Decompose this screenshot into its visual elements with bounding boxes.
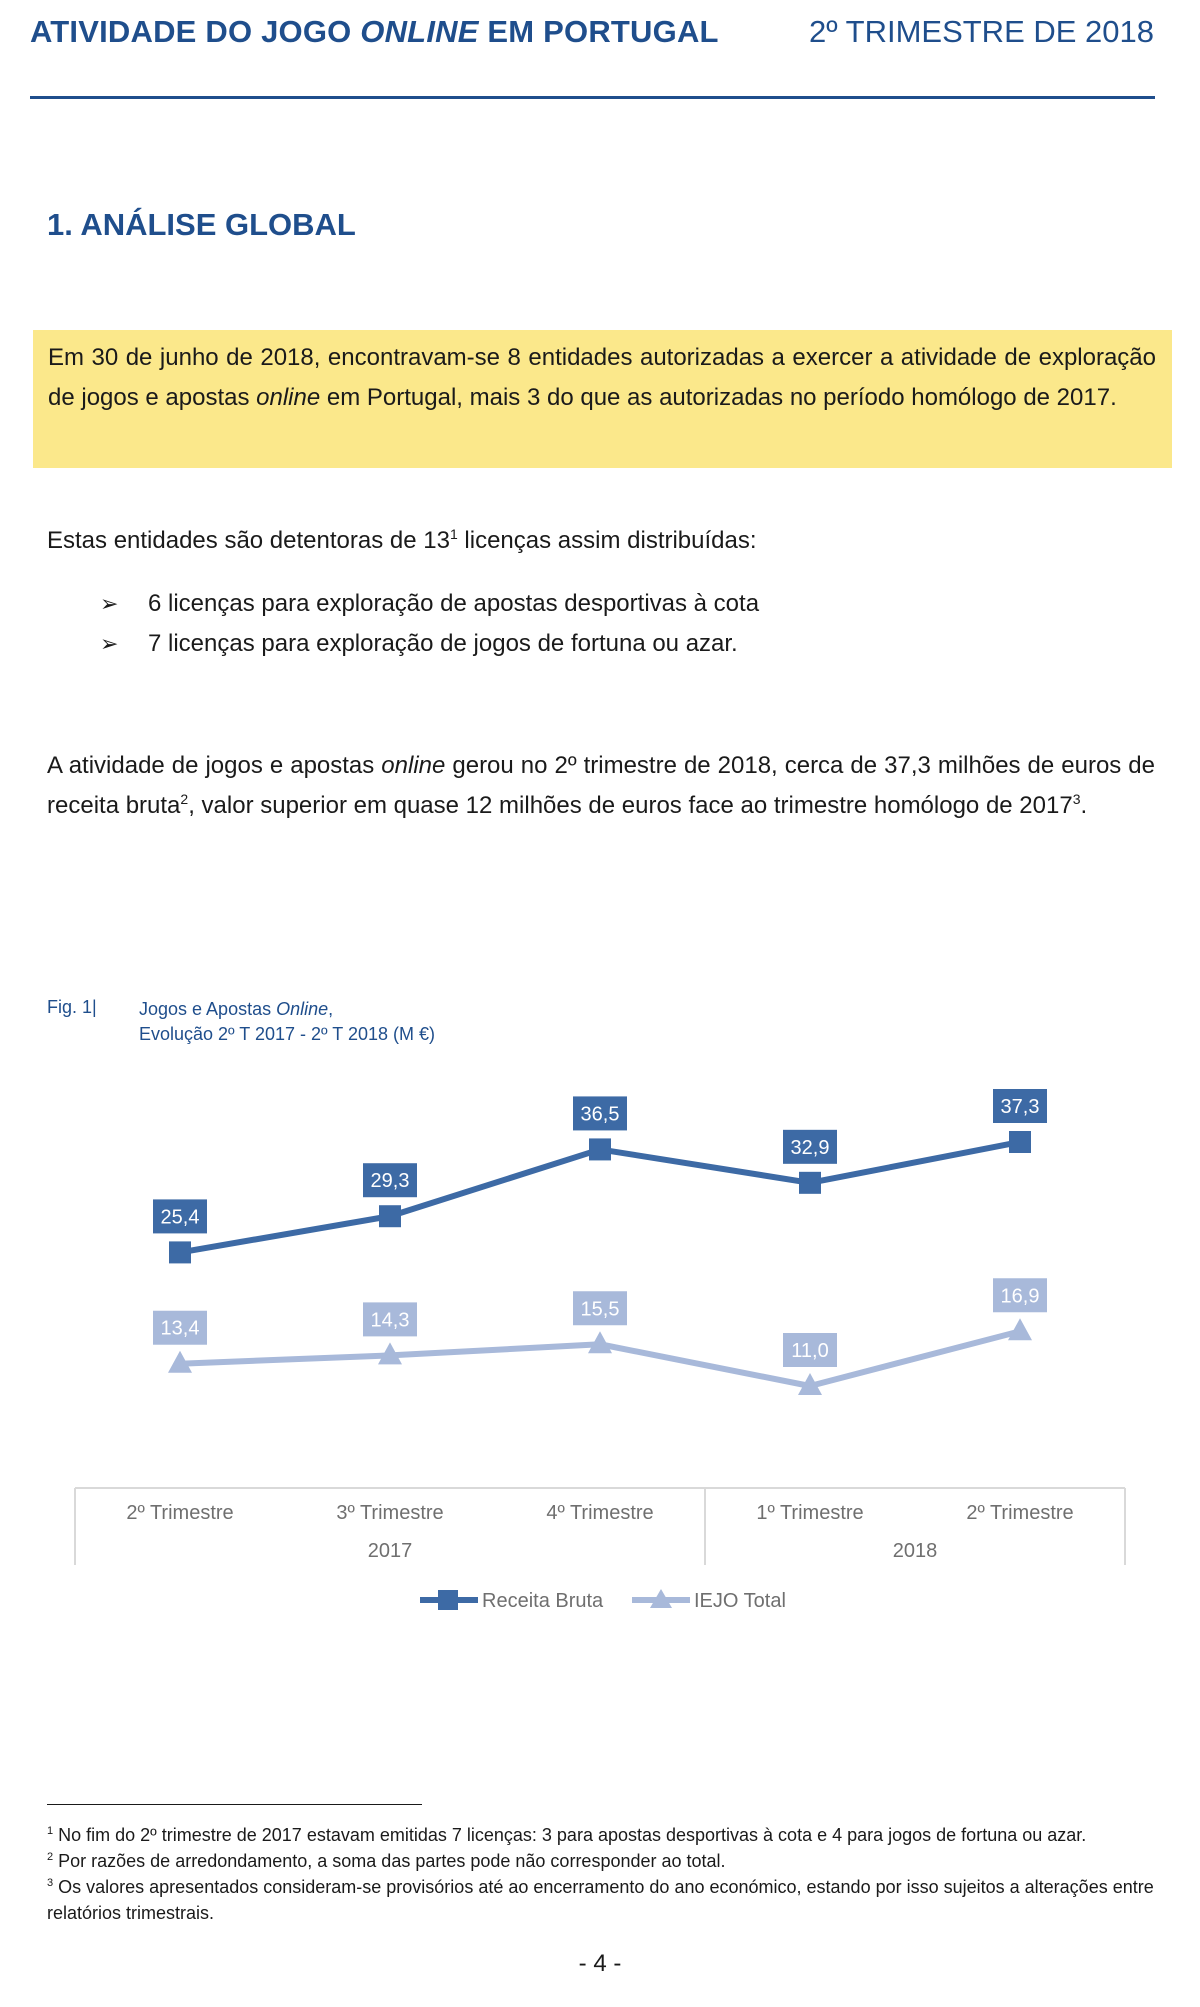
header-rule xyxy=(30,96,1155,99)
data-point-marker xyxy=(1009,1131,1031,1153)
data-label: 29,3 xyxy=(370,1170,410,1193)
footnote-item xyxy=(47,1874,1157,1926)
footnote-rule xyxy=(47,1804,422,1805)
list-item-text: 6 licenças para exploração de apostas desportivas à cota xyxy=(148,590,760,617)
para2-text-4: . xyxy=(1080,792,1088,819)
document-header-period: 2º TRIMESTRE DE 2018 xyxy=(809,14,1154,49)
data-point-marker xyxy=(799,1172,821,1194)
para2-text-2: gerou no 2º trimestre de 2018, cerca de 37,3 milhões de euros de receita bruta xyxy=(47,752,1155,819)
arrow-bullet-icon: ➢ xyxy=(100,591,119,616)
licenses-list xyxy=(100,584,759,664)
footnote-text: Os valores apresentados consideram-se provisórios até ao encerramento do ano económico, estando por isso sujeitos a alterações entre relatórios trimestrais. xyxy=(47,1877,1154,1923)
footnote-ref-3: 3 xyxy=(1072,791,1081,807)
licenses-intro xyxy=(47,527,757,555)
list-item xyxy=(100,584,759,624)
footnotes xyxy=(47,1822,1157,1926)
data-label: 16,9 xyxy=(1000,1285,1040,1308)
footnote-text: Por razões de arredondamento, a soma das partes pode não corresponder ao total. xyxy=(53,1851,726,1871)
data-label: 13,4 xyxy=(160,1317,200,1340)
header-title-part1: ATIVIDADE DO JOGO xyxy=(30,14,361,49)
axis-tick-label: 2º Trimestre xyxy=(126,1502,234,1524)
highlight-paragraph xyxy=(48,338,1156,418)
list-item-text: 7 licenças para exploração de jogos de fortuna ou azar. xyxy=(148,630,738,657)
revenue-line-chart xyxy=(0,1060,1200,1640)
highlight-text-1: Em 30 de junho de 2018, encontravam-se 8 entidades autorizadas a exercer a atividade de exploração de jogos e apostas xyxy=(48,344,1156,411)
axis-group-label: 2018 xyxy=(892,1540,938,1562)
para2-text-1: A atividade de jogos e apostas xyxy=(47,752,382,779)
header-title-italic: ONLINE xyxy=(360,14,479,49)
section-title: 1. ANÁLISE GLOBAL xyxy=(47,207,356,242)
data-label: 25,4 xyxy=(160,1206,200,1229)
footnote-item xyxy=(47,1822,1157,1848)
data-label: 15,5 xyxy=(580,1298,620,1321)
axis-tick-label: 3º Trimestre xyxy=(336,1502,444,1524)
footnote-ref-2: 2 xyxy=(180,791,189,807)
axis-tick-label: 1º Trimestre xyxy=(756,1502,864,1524)
figure-title-line2: Evolução 2º T 2017 - 2º T 2018 (M €) xyxy=(139,1024,435,1044)
figure-title-line1 xyxy=(139,997,435,1022)
data-label: 14,3 xyxy=(370,1309,410,1332)
footnote-text: No fim do 2º trimestre de 2017 estavam emitidas 7 licenças: 3 para apostas desportivas à cota e 4 para jogos de fortuna ou azar. xyxy=(53,1825,1087,1845)
figure-title xyxy=(139,997,435,1047)
legend-marker xyxy=(438,1590,458,1610)
figure-title-part2: , xyxy=(328,999,334,1019)
legend-label: Receita Bruta xyxy=(482,1590,604,1612)
page-number: - 4 - xyxy=(578,1950,622,1977)
axis-tick-label: 2º Trimestre xyxy=(966,1502,1074,1524)
data-point-marker xyxy=(169,1241,191,1263)
footnote-ref-1: 1 xyxy=(449,526,458,542)
data-label: 36,5 xyxy=(580,1103,620,1126)
axis-group-label: 2017 xyxy=(367,1540,413,1562)
data-label: 11,0 xyxy=(791,1340,829,1362)
figure-title-italic: Online xyxy=(276,999,329,1019)
highlight-text-italic: online xyxy=(256,384,321,411)
data-point-marker xyxy=(1008,1318,1032,1340)
legend-label: IEJO Total xyxy=(694,1590,786,1612)
highlight-text-2: em Portugal, mais 3 do que as autorizadas no período homólogo de 2017. xyxy=(320,384,1117,411)
arrow-bullet-icon: ➢ xyxy=(100,631,119,656)
figure-number: Fig. 1| xyxy=(47,997,97,1017)
para2-text-italic: online xyxy=(381,752,446,779)
data-label: 37,3 xyxy=(1000,1096,1040,1118)
para2-text-3: , valor superior em quase 12 milhões de euros face ao trimestre homólogo de 2017 xyxy=(188,792,1073,819)
document-header-title xyxy=(30,14,719,50)
footnote-item xyxy=(47,1848,1157,1874)
footnote-mark: 1 xyxy=(47,1825,54,1837)
footnote-mark: 2 xyxy=(47,1851,54,1863)
footnote-mark: 3 xyxy=(47,1877,54,1889)
data-label: 32,9 xyxy=(790,1136,830,1159)
intro-text-1: Estas entidades são detentoras de 13 xyxy=(47,527,450,554)
axis-tick-label: 4º Trimestre xyxy=(546,1502,654,1524)
revenue-paragraph xyxy=(47,746,1155,826)
data-point-marker xyxy=(589,1138,611,1160)
list-item xyxy=(100,624,759,664)
data-point-marker xyxy=(379,1205,401,1227)
highlight-box xyxy=(33,330,1172,468)
intro-text-2: licenças assim distribuídas: xyxy=(457,527,757,554)
figure-title-part1: Jogos e Apostas xyxy=(139,999,277,1019)
header-title-part2: EM PORTUGAL xyxy=(478,14,719,49)
